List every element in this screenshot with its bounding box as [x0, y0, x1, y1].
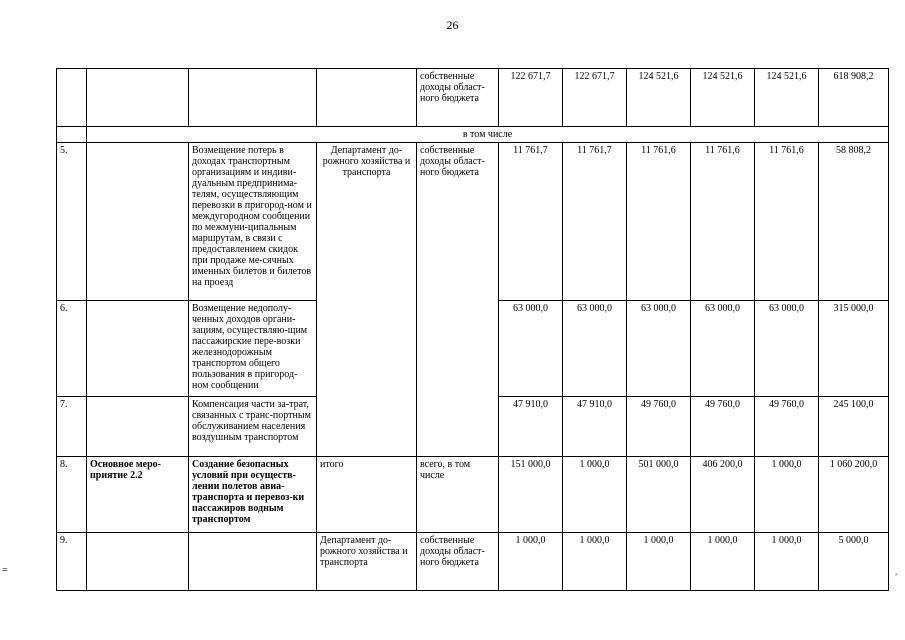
cell-executor: Департамент до-рожного хозяйства и транспорта [317, 533, 417, 591]
cell-event [87, 69, 189, 127]
table-row [57, 143, 889, 301]
cell-value: 11 761,6 [755, 143, 819, 301]
cell-name: Создание безопасных условий при осуществ-лении полетов авиа-транспорта и перевоз-ки пассажиров водным транспортом [189, 457, 317, 533]
cell-value: 47 910,0 [499, 397, 563, 457]
cell-value: 1 000,0 [627, 533, 691, 591]
cell-value: 49 760,0 [691, 397, 755, 457]
cell-source: всего, в том числе [417, 457, 499, 533]
cell-event [87, 143, 189, 301]
cell-value: 63 000,0 [499, 301, 563, 397]
table-row [57, 457, 889, 533]
cell-name [189, 533, 317, 591]
cell-value: 5 000,0 [819, 533, 889, 591]
cell-num: 6. [57, 301, 87, 397]
cell-value: 11 761,6 [691, 143, 755, 301]
cell-event: Основное меро-приятие 2.2 [87, 457, 189, 533]
cell-num [57, 127, 87, 143]
cell-value: 63 000,0 [563, 301, 627, 397]
cell-value: 124 521,6 [755, 69, 819, 127]
cell-event [87, 301, 189, 397]
table-row [57, 127, 889, 143]
cell-value: 315 000,0 [819, 301, 889, 397]
cell-source: собственные доходы област-ного бюджета [417, 143, 499, 457]
cell-value: 1 000,0 [755, 457, 819, 533]
cell-value: 47 910,0 [563, 397, 627, 457]
cell-value: 11 761,6 [627, 143, 691, 301]
cell-value: 1 000,0 [499, 533, 563, 591]
cell-source: собственные доходы област-ного бюджета [417, 69, 499, 127]
cell-event [87, 397, 189, 457]
cell-num: 7. [57, 397, 87, 457]
cell-executor [317, 69, 417, 127]
cell-value: 1 000,0 [563, 457, 627, 533]
cell-value: 1 000,0 [563, 533, 627, 591]
cell-value: 11 761,7 [499, 143, 563, 301]
cell-value: 124 521,6 [691, 69, 755, 127]
cell-value: 1 060 200,0 [819, 457, 889, 533]
cell-name: Компенсация части за-трат, связанных с транс-портным обслуживанием населения воздушным транспортом [189, 397, 317, 457]
cell-event [87, 533, 189, 591]
cell-value: 63 000,0 [755, 301, 819, 397]
cell-num: 8. [57, 457, 87, 533]
budget-table [56, 68, 889, 591]
cell-value: 1 000,0 [755, 533, 819, 591]
cell-num: 5. [57, 143, 87, 301]
cell-num: 9. [57, 533, 87, 591]
cell-value: 245 100,0 [819, 397, 889, 457]
cell-value: 58 808,2 [819, 143, 889, 301]
page-number: 26 [446, 18, 459, 32]
cell-value: 49 760,0 [755, 397, 819, 457]
table-row [57, 69, 889, 127]
cell-value: 124 521,6 [627, 69, 691, 127]
left-edge-mark: = [2, 565, 8, 576]
cell-value: 406 200,0 [691, 457, 755, 533]
table-row [57, 533, 889, 591]
cell-value: 122 671,7 [563, 69, 627, 127]
cell-num [57, 69, 87, 127]
cell-value: 618 908,2 [819, 69, 889, 127]
cell-name [189, 69, 317, 127]
cell-source: собственные доходы област-ного бюджета [417, 533, 499, 591]
cell-value: 151 000,0 [499, 457, 563, 533]
cell-value: 63 000,0 [691, 301, 755, 397]
cell-value: 1 000,0 [691, 533, 755, 591]
subheader-cell: в том числе [87, 127, 889, 143]
cell-name: Возмещение недополу-ченных доходов органи-зациям, осуществляю-щим пассажирские пере-возки железнодорожным транспортом общего пользования в пригород-ном сообщении [189, 301, 317, 397]
cell-value: 63 000,0 [627, 301, 691, 397]
cell-value: 49 760,0 [627, 397, 691, 457]
cell-executor: итого [317, 457, 417, 533]
cell-value: 11 761,7 [563, 143, 627, 301]
cell-value: 501 000,0 [627, 457, 691, 533]
cell-executor: Департамент до-рожного хозяйства и транспорта [317, 143, 417, 457]
cell-name: Возмещение потерь в доходах транспортным организациям и индиви-дуальным предпринима-телям, осуществляющим перевозки в пригород-ном и междугородном сообщении по межмуни-ципальным маршрутам, в связи с предоставлением скидок при продаже ме-сячных именных билетов и билетов на проезд [189, 143, 317, 301]
cell-value: 122 671,7 [499, 69, 563, 127]
